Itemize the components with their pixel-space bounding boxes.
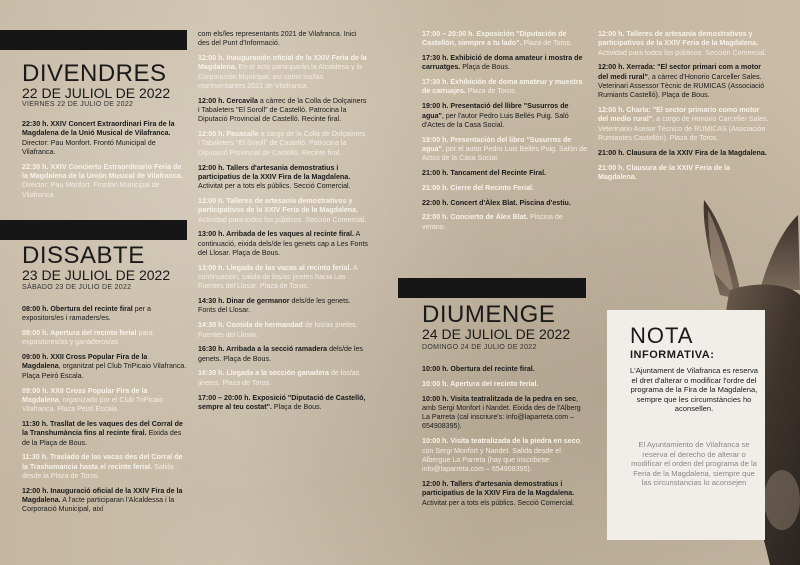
event-item xyxy=(598,164,770,183)
event-time: 12:00 h. xyxy=(598,30,627,38)
event-details: A continuación, salida de los/as jinetes hacia Las Fuentes del Llosar. Plaza de Toros. xyxy=(198,263,358,291)
event-item xyxy=(198,230,368,258)
event-details: Actividad para todos los públicos. Sección Comercial. xyxy=(198,215,367,224)
event-time: 22:00 h. xyxy=(422,213,451,222)
nota-subtitle: INFORMATIVA: xyxy=(630,349,715,361)
event-item xyxy=(422,437,588,474)
event-time: 13:00 h. xyxy=(198,263,227,272)
event-item xyxy=(22,387,187,415)
event-item xyxy=(598,63,770,100)
friday-title: DIVENDRES xyxy=(22,60,167,87)
event-details: , organizado por el Club TriPicaio Vilafranca. Plaza Peiró Escala. xyxy=(22,395,164,414)
sunday-title: DIUMENGE xyxy=(422,301,556,328)
event-time: 22:30 h. xyxy=(22,120,51,128)
event-item xyxy=(198,164,368,192)
event-title: Traslado de las vacas des del Corral de la Trashumancia hasta el recinte ferial. xyxy=(22,453,183,471)
event-details: , per l'autor Pedro Luis Bellés Puig. Saló d'Actes de la Casa Social. xyxy=(422,111,569,129)
event-item xyxy=(198,30,368,49)
event-time: 12:00 h. xyxy=(422,479,451,488)
event-title: Pasacalle xyxy=(226,130,259,139)
event-details: a càrrec de la Colla de Dolçainers i Tabaleters "El Soroll" de Castelló. Patrocina la Diputació Provincial de Castelló. Recinte firal. xyxy=(198,96,367,124)
event-time: 09:00 h. xyxy=(22,386,51,395)
event-time: 22:30 h. xyxy=(22,162,51,171)
event-time: 08:00 h. xyxy=(22,305,51,313)
sunday-date-es: DOMINGO 24 DE JULIO DE 2022 xyxy=(422,344,537,351)
event-time: 11:30 h. xyxy=(22,419,50,428)
saturday-events-col3 xyxy=(422,30,588,238)
event-item xyxy=(422,102,588,130)
event-time-title xyxy=(422,184,534,192)
event-time: 14:30 h. xyxy=(198,321,227,330)
event-time-title xyxy=(22,163,183,180)
event-time-title xyxy=(422,395,576,403)
event-title: XXII Cross Popular Fira de la Magdalena xyxy=(22,386,148,404)
event-item xyxy=(422,365,588,374)
event-details: En el acto participarán la Alcaldesa y la Corporación Municipal, así como los/las representantes 2021 de Vilafranca. xyxy=(198,63,363,90)
event-time: 12:00 h. xyxy=(598,63,627,72)
event-title: Presentación del libro "Susurros de agua" xyxy=(422,135,572,153)
event-details: Plaza de Toros. xyxy=(465,87,517,96)
event-item xyxy=(22,453,187,481)
event-time: 11:30 h. xyxy=(22,453,50,462)
event-time: 12:00 h. xyxy=(598,106,627,115)
event-time: 16:30 h. xyxy=(198,369,227,378)
event-title: Talleres de artesanía demostrativos y participativos de la XXIV Feria de la Magdalena. xyxy=(198,196,359,215)
event-title: Arribada a la secció ramadera xyxy=(226,345,328,354)
event-time-title xyxy=(598,30,758,47)
event-item xyxy=(198,321,368,340)
event-item xyxy=(22,163,184,200)
event-time-title xyxy=(198,264,351,272)
event-details: Actividad para todos los públicos. Sección Comercial. xyxy=(598,48,767,57)
event-time-title xyxy=(198,297,289,305)
event-time-title xyxy=(22,305,133,313)
event-time: 14:30 h. xyxy=(198,297,227,306)
event-time: 12:00 h. xyxy=(22,486,51,495)
event-details: com els/les representants 2021 de Vilafranca. Inici des del Punt d'Informació. xyxy=(198,30,357,48)
event-time-title xyxy=(198,197,358,214)
event-title: Clausura de la XXIV Feria de la Magdalena. xyxy=(598,163,731,181)
event-item xyxy=(422,30,588,49)
event-title: XXIV Concierto Extraordinario Feria de la Magdalena de la Unión Musical de Vilafranca. xyxy=(22,162,183,180)
event-details: de los/as jinetes. Fuentes del Llosar. xyxy=(198,321,358,339)
nota-text-ca: L'Ajuntament de Vilafranca es reserva el dret d'alterar o modificar l'ordre del programa de la Fira de la Magdalena, sempre que les circumstàncies ho aconsellen. xyxy=(630,366,758,414)
event-title: Xerrada: "El sector primari com a motor del medi rural" xyxy=(598,63,762,81)
event-time-title xyxy=(422,437,580,445)
event-title: Exposició "Diputació de Castelló, sempre al teu costat". xyxy=(198,393,366,411)
event-time-title xyxy=(422,380,538,388)
event-details: Piscina de verano. xyxy=(422,213,563,231)
event-time-title xyxy=(22,120,175,137)
saturday-header-bar xyxy=(0,220,187,240)
event-details: a cargo de la Colla de Dolçainers i Tabaleters "El Soroll" de Castelló. Patrocina la Diputació Provincial de Castelló. Recinte firal. xyxy=(198,130,366,157)
event-item xyxy=(22,305,187,324)
saturday-events-col1 xyxy=(22,305,187,520)
event-title: Apertura del recinto ferial xyxy=(50,329,137,338)
event-item xyxy=(598,30,770,58)
event-time-title xyxy=(198,345,327,353)
event-item xyxy=(422,480,588,508)
event-time: 10:00 h. xyxy=(422,379,451,388)
event-title: Llegada de las vacas al recinto ferial. xyxy=(226,263,352,272)
event-item xyxy=(422,395,588,432)
event-time: 09:00 h. xyxy=(22,353,51,362)
event-details: , a cargo de Honorio Carceller Sales. Veterinario Asesor Técnico de RUMICAS (Asociación Rumiantes Castellón). Plaza de Toros. xyxy=(598,115,769,142)
event-item xyxy=(198,345,368,364)
event-item xyxy=(422,136,588,164)
event-details: , con Sergi Monfort y Nandet. Salida desde el Albergue La Parreta (hay que inscribirse: info@laparreta.com – 654908395). xyxy=(422,437,582,474)
event-title: XXIV Concert Extraordinari Fira de la Magdalena de la Unió Musical de Vilafranca. xyxy=(22,120,175,138)
event-title: Trasllat de les vaques des del Corral de la Transhumància fins al recinte firal. xyxy=(22,419,183,438)
event-details: Activitat per a tots els públics. Secció Comercial. xyxy=(198,182,351,191)
event-details: per a expositors/es i ramaders/es. xyxy=(22,305,151,323)
event-time-title xyxy=(422,213,528,221)
event-time: 13:00 h. xyxy=(198,230,227,239)
friday-date-es: VIERNES 22 DE JULIO DE 2022 xyxy=(22,101,134,108)
event-time: 22:00 h. xyxy=(422,198,451,207)
nota-title: NOTA xyxy=(630,323,694,348)
event-details: A l'acte participaran l'Alcaldessa i la Corporació Municipal, així xyxy=(22,496,175,514)
event-title: Inauguració oficial de la XXIV Fira de la Magdalena. xyxy=(22,486,183,505)
event-item xyxy=(198,130,368,158)
event-title: Obertura del recinte firal. xyxy=(450,365,535,373)
event-details: , a càrrec d'Honorio Carceller Sales. Veterinari Assessor Tècnic de RUMICAS (Associació Rumiants Castelló). Plaça de Bous. xyxy=(598,72,765,100)
event-item xyxy=(198,264,368,292)
event-time: 10:00 h. xyxy=(422,437,451,446)
saturday-events-col2 xyxy=(198,30,368,418)
event-item xyxy=(422,54,588,73)
event-title: Comida de hermandad xyxy=(226,321,303,330)
event-time-title xyxy=(422,169,546,177)
sunday-events-col4 xyxy=(598,30,770,188)
event-title: Llegada a la sección ganadera xyxy=(226,369,329,378)
event-item xyxy=(198,297,368,316)
event-details: Director: Pau Monfort. Frontón Municipal de Vilafranca. xyxy=(22,181,160,199)
event-title: Obertura del recinte firal xyxy=(50,305,133,313)
event-title: Visita teatralizada de la piedra en seco xyxy=(450,437,580,446)
event-item xyxy=(22,487,187,515)
sunday-header-bar xyxy=(398,278,586,298)
event-time: 12:00 h. xyxy=(198,163,227,172)
event-time: 17:30 h. xyxy=(422,78,451,87)
event-item xyxy=(598,149,770,158)
event-time-title xyxy=(22,329,136,337)
event-item xyxy=(422,169,588,178)
event-item xyxy=(22,420,187,448)
event-title: Visita teatralitzada de la pedra en sec xyxy=(450,394,577,403)
event-time: 19:00 h. xyxy=(422,135,451,144)
event-details: , organitzat pel Club TriPicaio Vilafranca. Plaça Peiró Escala. xyxy=(22,362,187,380)
event-details: A continuació, eixida dels/de les genets cap a Les Fonts del Llosar. Plaça de Bous. xyxy=(198,230,368,257)
event-details: , amb Sergi Monfort i Nandet. Eixida des de l'Alberg La Parreta (cal inscriure's: info@laparreta.com – 654908395). xyxy=(422,394,581,431)
event-details: Eixida des de la Plaça de Bous. xyxy=(22,429,182,447)
event-details: Salida desde la Plaza de Toros. xyxy=(22,462,174,480)
event-item xyxy=(422,380,588,389)
event-title: Tallers d'artesania demostratius i participatius de la XXIV Fira de la Magdalena. xyxy=(198,163,351,181)
event-time-title xyxy=(198,369,329,377)
event-time: 12:00 h. xyxy=(198,130,227,139)
event-time-title xyxy=(198,97,258,105)
event-details: de los/as jinetes. Plaza de Toros. xyxy=(198,369,360,387)
event-title: Tallers d'artesania demostratius i participatius de la XXIV Fira de la Magdalena. xyxy=(422,479,575,498)
event-details: Director: Pau Monfort. Frontó Municipal de Vilafranca. xyxy=(22,138,156,156)
event-time-title xyxy=(422,480,574,497)
event-item xyxy=(198,54,368,91)
event-time: 12:00 h. xyxy=(198,96,227,105)
saturday-title: DISSABTE xyxy=(22,242,145,269)
event-details: Plaça de Bous. xyxy=(271,402,322,411)
event-time: 10:00 h. xyxy=(422,394,451,403)
event-time: 21:00 h. xyxy=(598,148,627,157)
event-details: para expositores/as y ganaderos/as xyxy=(22,329,153,347)
event-details: dels/de les genets. Fonts del Llosar. xyxy=(198,297,351,315)
event-item xyxy=(422,184,588,193)
event-title: Clausura de la XXIV Fira de la Magdalena. xyxy=(626,148,767,157)
event-item xyxy=(22,120,184,157)
event-title: Charla: "El sector primario como motor del medio rural" xyxy=(598,106,760,124)
event-time: 17:30 h. xyxy=(422,54,451,63)
event-item xyxy=(422,199,588,208)
friday-events xyxy=(22,120,184,205)
event-item xyxy=(22,329,187,348)
event-item xyxy=(198,97,368,125)
event-time-title xyxy=(198,230,354,238)
event-time-title xyxy=(598,164,730,181)
event-title: Apertura del recinto ferial. xyxy=(450,379,539,388)
event-time: 17:00 – 20:00 h. xyxy=(198,393,253,402)
event-details: Activitat per a tots els públics. Secció Comercial. xyxy=(422,498,575,507)
event-title: Arribada de les vaques al recinte firal. xyxy=(226,230,354,239)
event-title: Presentació del llibre "Susurros de agua" xyxy=(422,102,569,120)
event-time: 17:00 – 20:00 h. xyxy=(422,30,477,38)
event-details: , por el autor Pedro Luis Bellés Puig. Salón de Actos de la Casa Social. xyxy=(422,144,588,163)
event-time-title xyxy=(198,130,259,138)
event-time: 16:30 h. xyxy=(198,345,227,354)
event-item xyxy=(422,78,588,97)
event-time-title xyxy=(198,164,350,181)
friday-header-bar xyxy=(0,30,187,50)
event-title: Inauguración oficial de la XXIV Feria de la Magdalena. xyxy=(198,54,367,72)
saturday-date: 23 DE JULIOL DE 2022 xyxy=(22,267,171,283)
event-title: Tancament del Recinte Firal. xyxy=(450,169,547,178)
event-title: XXII Cross Popular Fira de la Magdalena xyxy=(22,353,148,371)
event-title: Dinar de germanor xyxy=(226,297,290,306)
event-time: 21:00 h. xyxy=(598,163,627,172)
event-time: 21:00 h. xyxy=(422,183,451,192)
event-title: Talleres de artesanía demostrativos y participativos de la XXIV Feria de la Magdalena. xyxy=(598,30,759,48)
event-time: 19:00 h. xyxy=(422,102,451,111)
event-title: Concert d'Àlex Blat. Piscina d'estiu. xyxy=(450,198,571,207)
event-item xyxy=(198,369,368,388)
event-title: Exhibición de doma amateur y muestra de carruajes. xyxy=(422,78,583,96)
event-details: Plaça de Bous. xyxy=(460,63,510,72)
nota-text-es: El Ayuntamiento de Vilafranca se reserva el derecho de alterar o modificar el orden del programa de la Feria de la Magdalena, siempre que las circunstancias lo aconsejen xyxy=(631,440,757,488)
event-title: Cercavila xyxy=(226,96,258,105)
event-title: Concierto de Àlex Blat. xyxy=(450,213,529,222)
event-item xyxy=(422,213,588,232)
event-item xyxy=(598,106,770,143)
event-title: Exposición "Diputación de Castellón, siempre a tu lado". xyxy=(422,30,567,48)
event-time: 12:00 h. xyxy=(198,196,227,205)
event-time-title xyxy=(598,149,767,157)
event-time: 12:00 h. xyxy=(198,54,227,63)
event-time: 10:00 h. xyxy=(422,365,451,373)
event-time: 08:00 h. xyxy=(22,329,51,338)
saturday-date-es: SÁBADO 23 DE JULIO DE 2022 xyxy=(22,284,132,291)
sunday-events-col3 xyxy=(422,365,588,513)
event-time: 21:00 h. xyxy=(422,169,451,178)
event-item xyxy=(22,353,187,381)
event-item xyxy=(198,197,368,225)
event-details: dels/de les genets. Plaça de Bous. xyxy=(198,345,363,363)
event-title: Exhibició de doma amateur i mostra de carruatges. xyxy=(422,54,583,72)
event-time-title xyxy=(422,365,535,373)
friday-date: 22 DE JULIOL DE 2022 xyxy=(22,85,171,101)
event-title: Cierre del Recinto Ferial. xyxy=(450,183,534,192)
event-details: Plaza de Toros. xyxy=(521,39,573,48)
sunday-date: 24 DE JULIOL DE 2022 xyxy=(422,326,571,342)
event-item xyxy=(198,394,368,413)
event-time-title xyxy=(422,199,571,207)
event-time-title xyxy=(198,321,303,329)
